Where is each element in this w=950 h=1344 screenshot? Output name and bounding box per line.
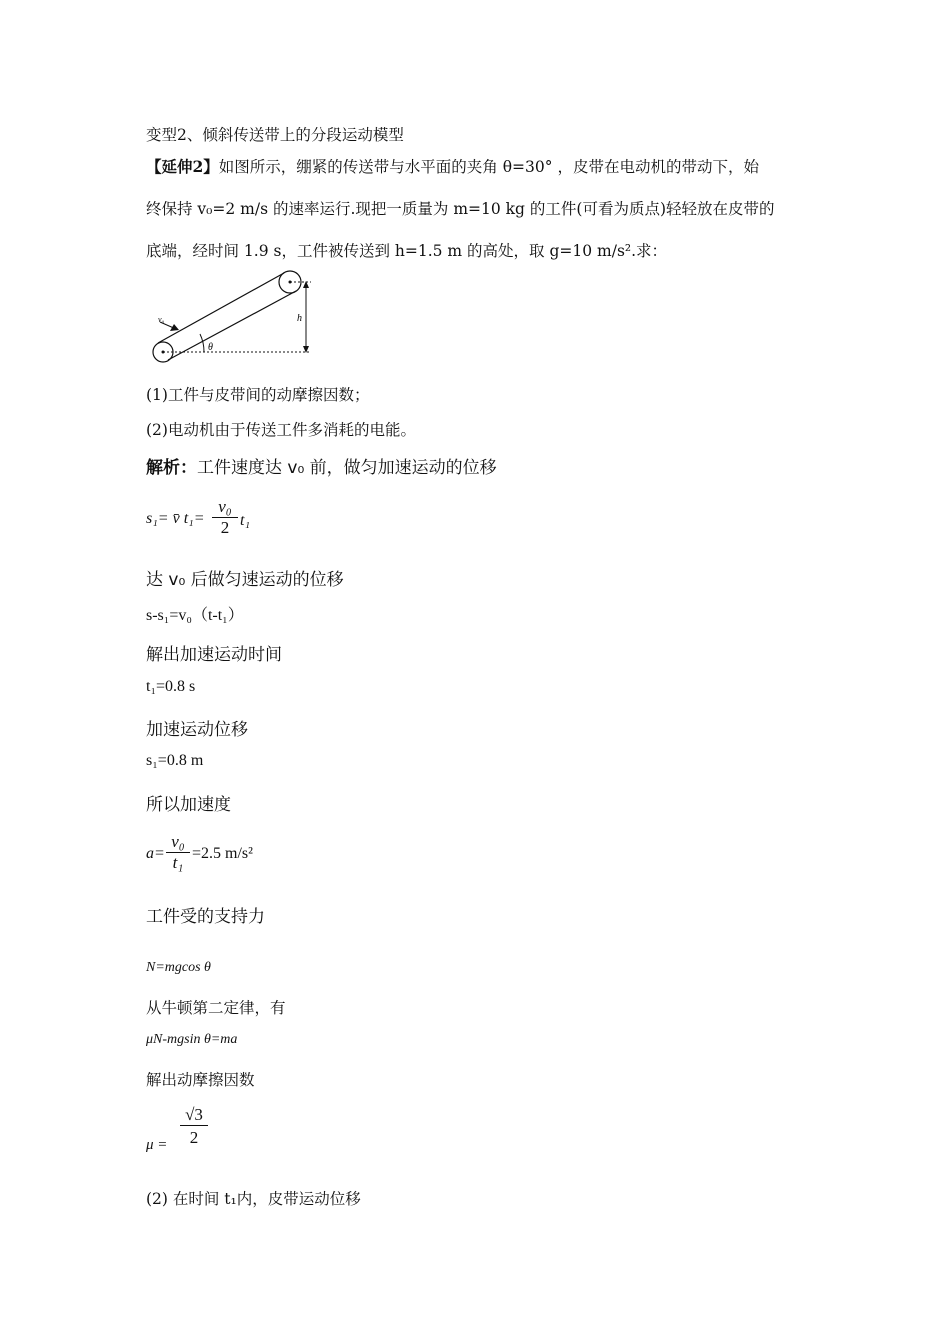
equation-t1: t₁=0.8 s	[146, 678, 196, 695]
angle-label: θ	[208, 342, 213, 353]
question-2: (2)电动机由于传送工件多消耗的电能。	[146, 421, 416, 439]
text-solve-time: 解出加速运动时间	[146, 645, 282, 665]
equation-s1	[146, 510, 205, 528]
velocity-label: v₀	[158, 315, 165, 324]
eq1-numerator: v₀	[218, 497, 232, 516]
conveyor-belt-diagram	[146, 265, 326, 365]
problem-line-3: 底端，经时间 1.9 s，工件被传送到 h=1.5 m 的高处，取 g=10 m/s².求：	[146, 242, 668, 260]
solution-heading-text: 工件速度达 v₀ 前，做匀加速运动的位移	[197, 458, 497, 478]
eq1-left: s₁= v̄ t₁=	[146, 510, 205, 527]
eq8-left: μ =	[146, 1137, 168, 1153]
equation-normal-force: N=mgcos θ	[146, 960, 211, 975]
eq5-right: =2.5 m/s²	[192, 845, 253, 862]
text-normal-force: 工件受的支持力	[146, 907, 265, 927]
eq1-right: t₁	[240, 512, 251, 529]
eq8-fraction	[180, 1105, 208, 1148]
text-newton-second-law: 从牛顿第二定律，有	[146, 999, 286, 1017]
equation-s1-value: s₁=0.8 m	[146, 752, 204, 769]
text-acceleration: 所以加速度	[146, 795, 231, 815]
text-accel-displacement: 加速运动位移	[146, 720, 248, 740]
eq8-denominator: 2	[180, 1125, 208, 1148]
text-solve-mu: 解出动摩擦因数	[146, 1071, 255, 1089]
eq5-fraction	[166, 832, 190, 873]
problem-text-1: 如图所示，绷紧的传送带与水平面的夹角 θ=30° ，皮带在电动机的带动下，始	[218, 158, 759, 176]
equation-newton: μN-mgsin θ=ma	[146, 1032, 238, 1047]
eq5-denominator: t₁	[166, 852, 190, 873]
height-label: h	[297, 313, 302, 324]
problem-tag: 【延伸2】	[146, 157, 219, 176]
text-part-2: (2) 在时间 t₁内，皮带运动位移	[146, 1190, 361, 1208]
eq8-numerator: √3	[185, 1105, 203, 1124]
question-1: (1)工件与皮带间的动摩擦因数；	[146, 386, 370, 404]
solution-heading	[146, 453, 497, 478]
eq5-left: a=	[146, 845, 165, 862]
problem-line-1	[146, 155, 759, 177]
problem-line-2: 终保持 v₀=2 m/s 的速率运行.现把一质量为 m=10 kg 的工件(可看为质点)轻轻放在皮带的	[146, 200, 775, 218]
equation-uniform: s-s₁=v₀（t-t₁）	[146, 607, 244, 624]
text-uniform-motion: 达 v₀ 后做匀速运动的位移	[146, 570, 344, 590]
solution-label: 解析：	[146, 458, 197, 478]
section-title: 变型2、倾斜传送带上的分段运动模型	[146, 126, 404, 144]
eq1-fraction	[212, 497, 238, 538]
eq5-numerator: v₀	[171, 832, 185, 851]
eq1-denominator: 2	[212, 517, 238, 538]
